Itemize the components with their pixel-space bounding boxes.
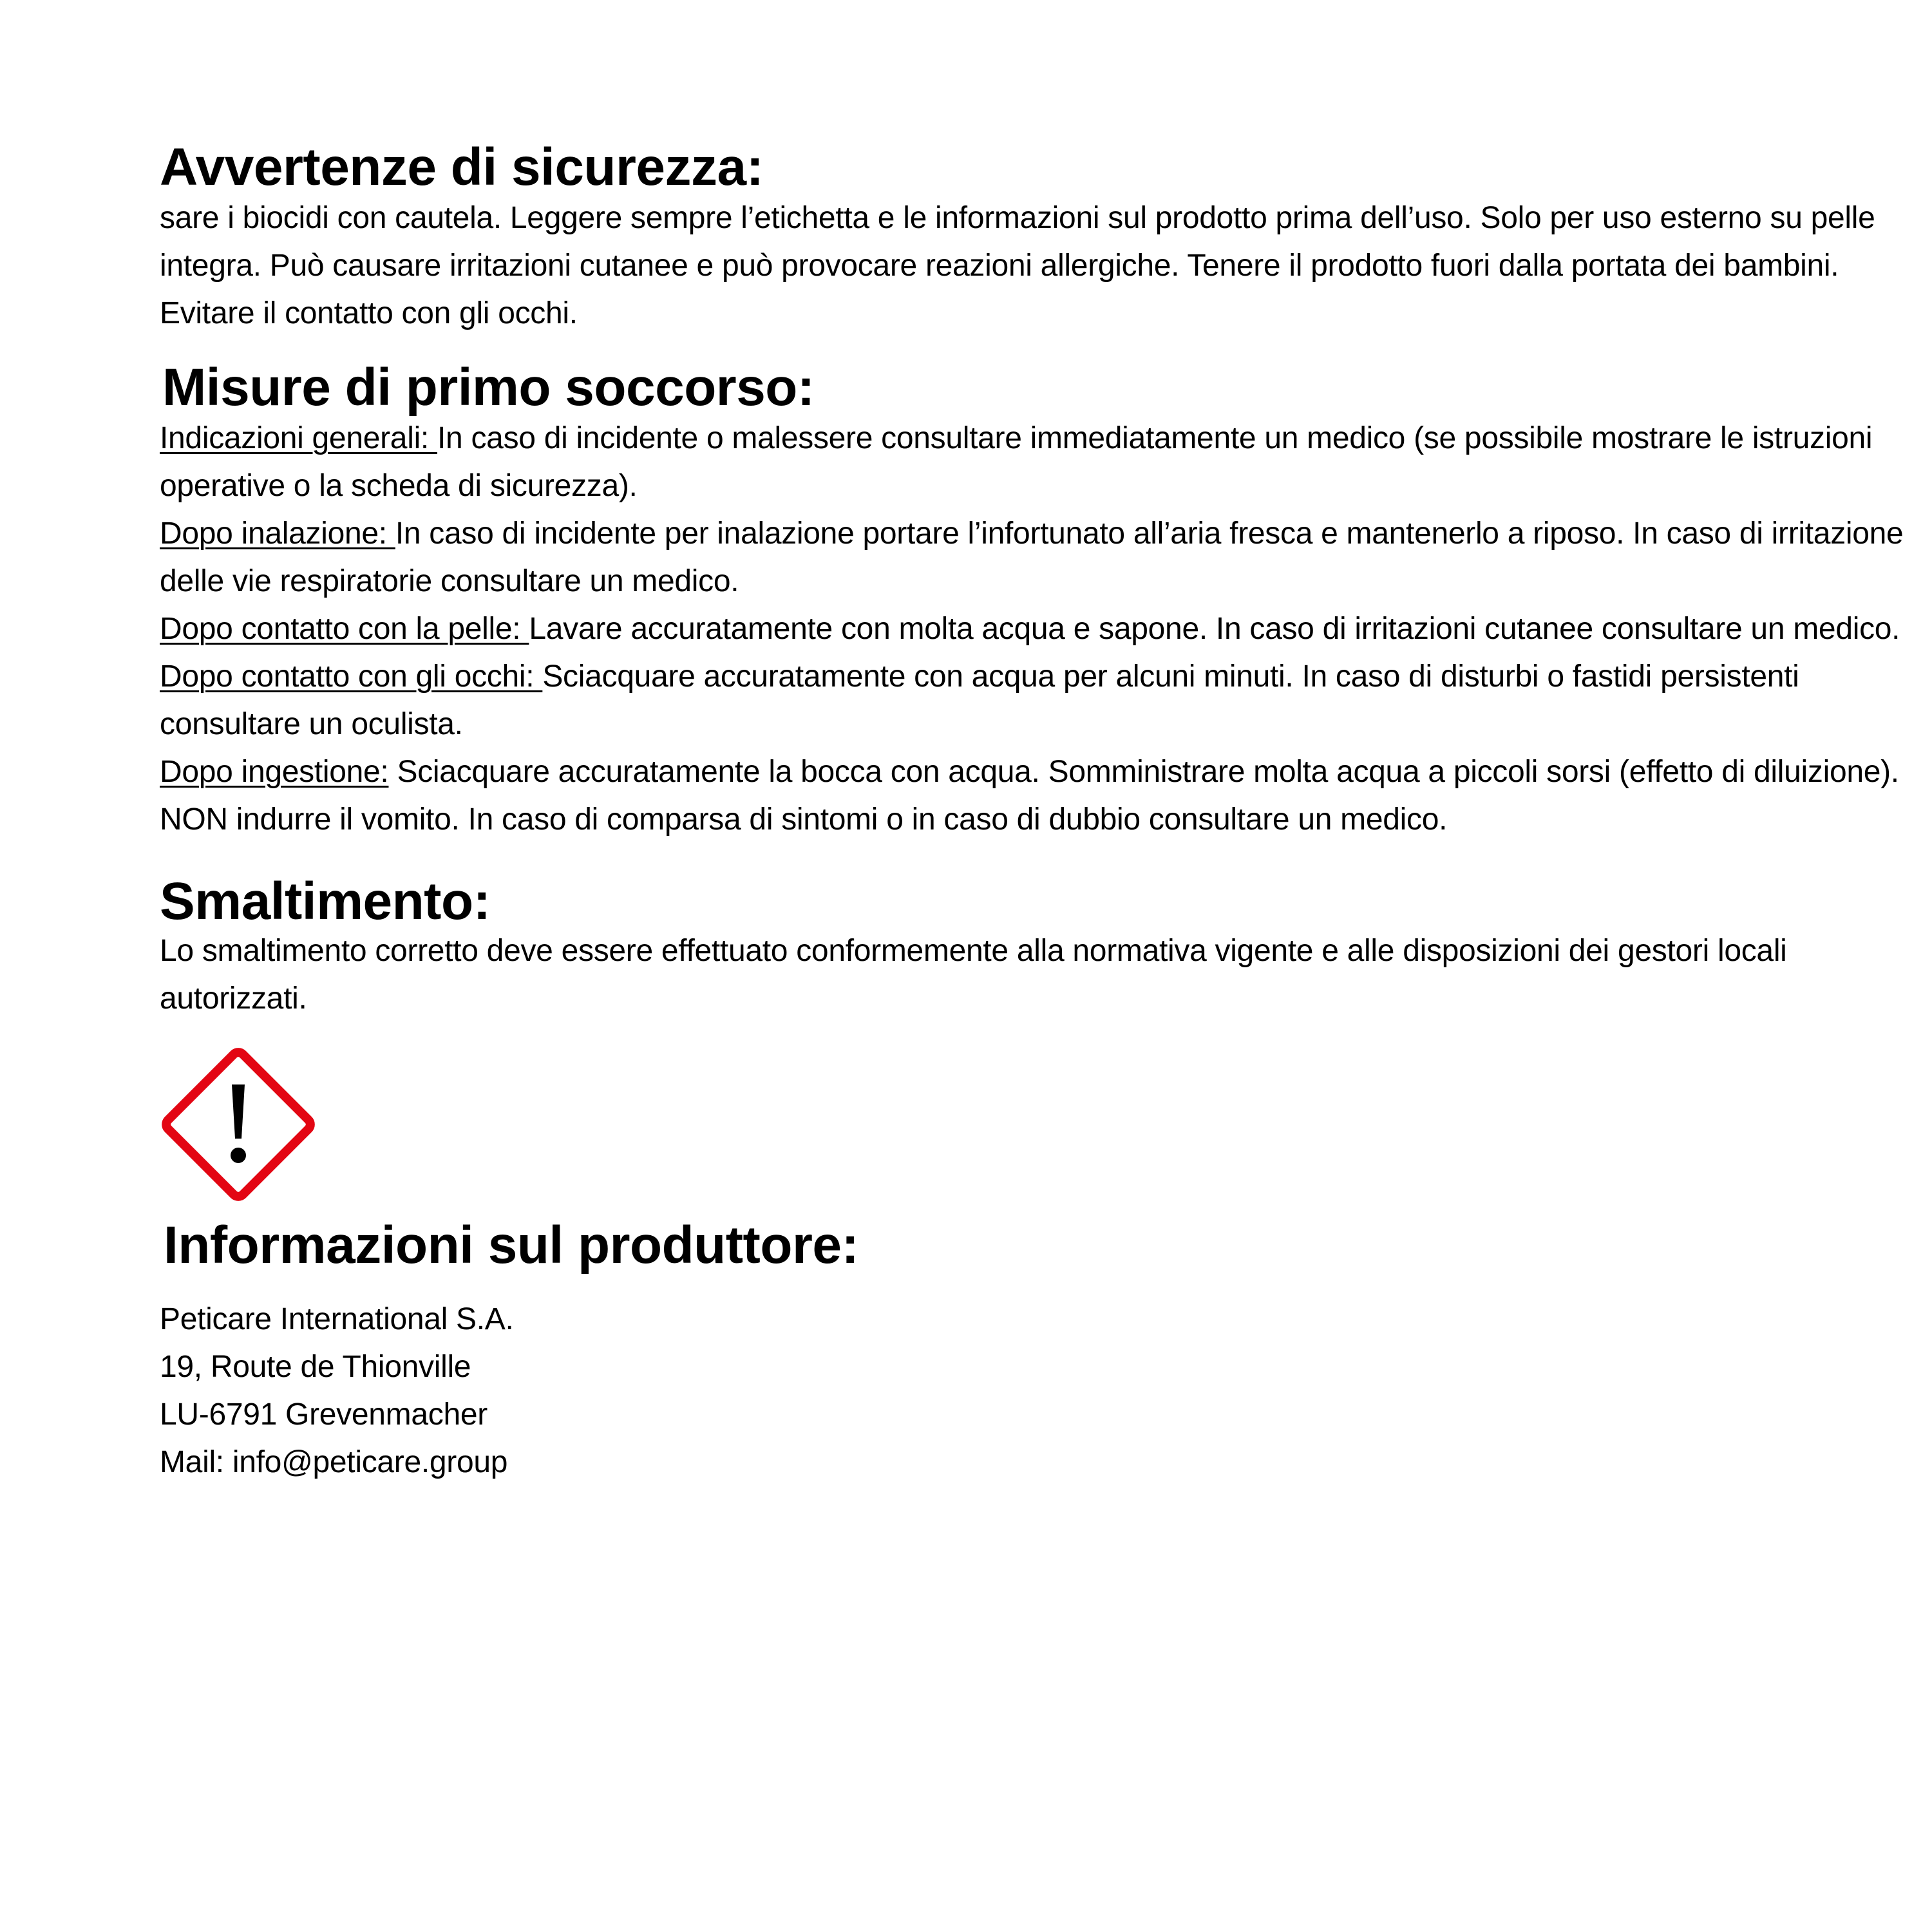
safety-warnings-text: sare i biocidi con cautela. Leggere sempre l’etichetta e le informazioni sul prodotto prima dell’uso. Solo per uso esterno su pelle integra. Può causare irritazioni cutanee e può provocare reazioni allergiche. Tenere il prodotto fuori dalla portata dei bambini. Evitare il contatto con gli occhi. (160, 201, 1875, 330)
first-aid-item-inhalation (160, 510, 1911, 605)
first-aid-heading: Misure di primo soccorso: (162, 358, 815, 417)
producer-heading: Informazioni sul produttore: (164, 1216, 859, 1274)
first-aid-section (160, 355, 1911, 844)
exclamation-mark-hazard-icon (160, 1046, 317, 1203)
first-aid-text-eyes: Sciacquare accuratamente con acqua per alcuni minuti. In caso di disturbi o fastidi persistenti consultare un oculista. (160, 659, 1799, 741)
first-aid-text-general: In caso di incidente o malessere consultare immediatamente un medico (se possibile mostrare le istruzioni operative o la scheda di sicurezza). (160, 421, 1873, 503)
first-aid-text-skin: Lavare accuratamente con molta acqua e sapone. In caso di irritazioni cutanee consultare un medico. (529, 612, 1900, 646)
first-aid-item-general (160, 415, 1911, 510)
producer-section (160, 1213, 1911, 1486)
first-aid-label-inhalation: Dopo inalazione: (160, 516, 395, 551)
first-aid-item-ingestion (160, 748, 1911, 844)
first-aid-item-skin (160, 605, 1911, 653)
safety-warnings-heading: Avvertenze di sicurezza: (160, 138, 764, 196)
producer-company: Peticare International S.A. (160, 1302, 514, 1336)
disposal-section (160, 869, 1911, 1023)
safety-warnings-section (160, 135, 1911, 337)
producer-city: LU-6791 Grevenmacher (160, 1397, 488, 1432)
first-aid-text-inhalation: In caso di incidente per inalazione portare l’infortunato all’aria fresca e mantenerlo a riposo. In caso di irritazione delle vie respiratorie consultare un medico. (160, 516, 1904, 598)
first-aid-label-skin: Dopo contatto con la pelle: (160, 612, 529, 646)
first-aid-label-ingestion: Dopo ingestione: (160, 755, 389, 789)
first-aid-label-eyes: Dopo contatto con gli occhi: (160, 659, 543, 694)
document-page (160, 135, 1911, 1486)
producer-street: 19, Route de Thionville (160, 1350, 471, 1384)
disposal-text: Lo smaltimento corretto deve essere effettuato conformemente alla normativa vigente e alle disposizioni dei gestori locali autorizzati. (160, 934, 1787, 1016)
first-aid-text-ingestion: Sciacquare accuratamente la bocca con acqua. Somministrare molta acqua a piccoli sorsi (effetto di diluizione). NON indurre il vomito. In caso di comparsa di sintomi o in caso di dubbio consultare un medico. (160, 755, 1899, 837)
disposal-heading: Smaltimento: (160, 872, 491, 931)
first-aid-label-general: Indicazioni generali: (160, 421, 438, 455)
producer-email: Mail: info@peticare.group (160, 1445, 508, 1479)
first-aid-item-eyes (160, 653, 1911, 748)
